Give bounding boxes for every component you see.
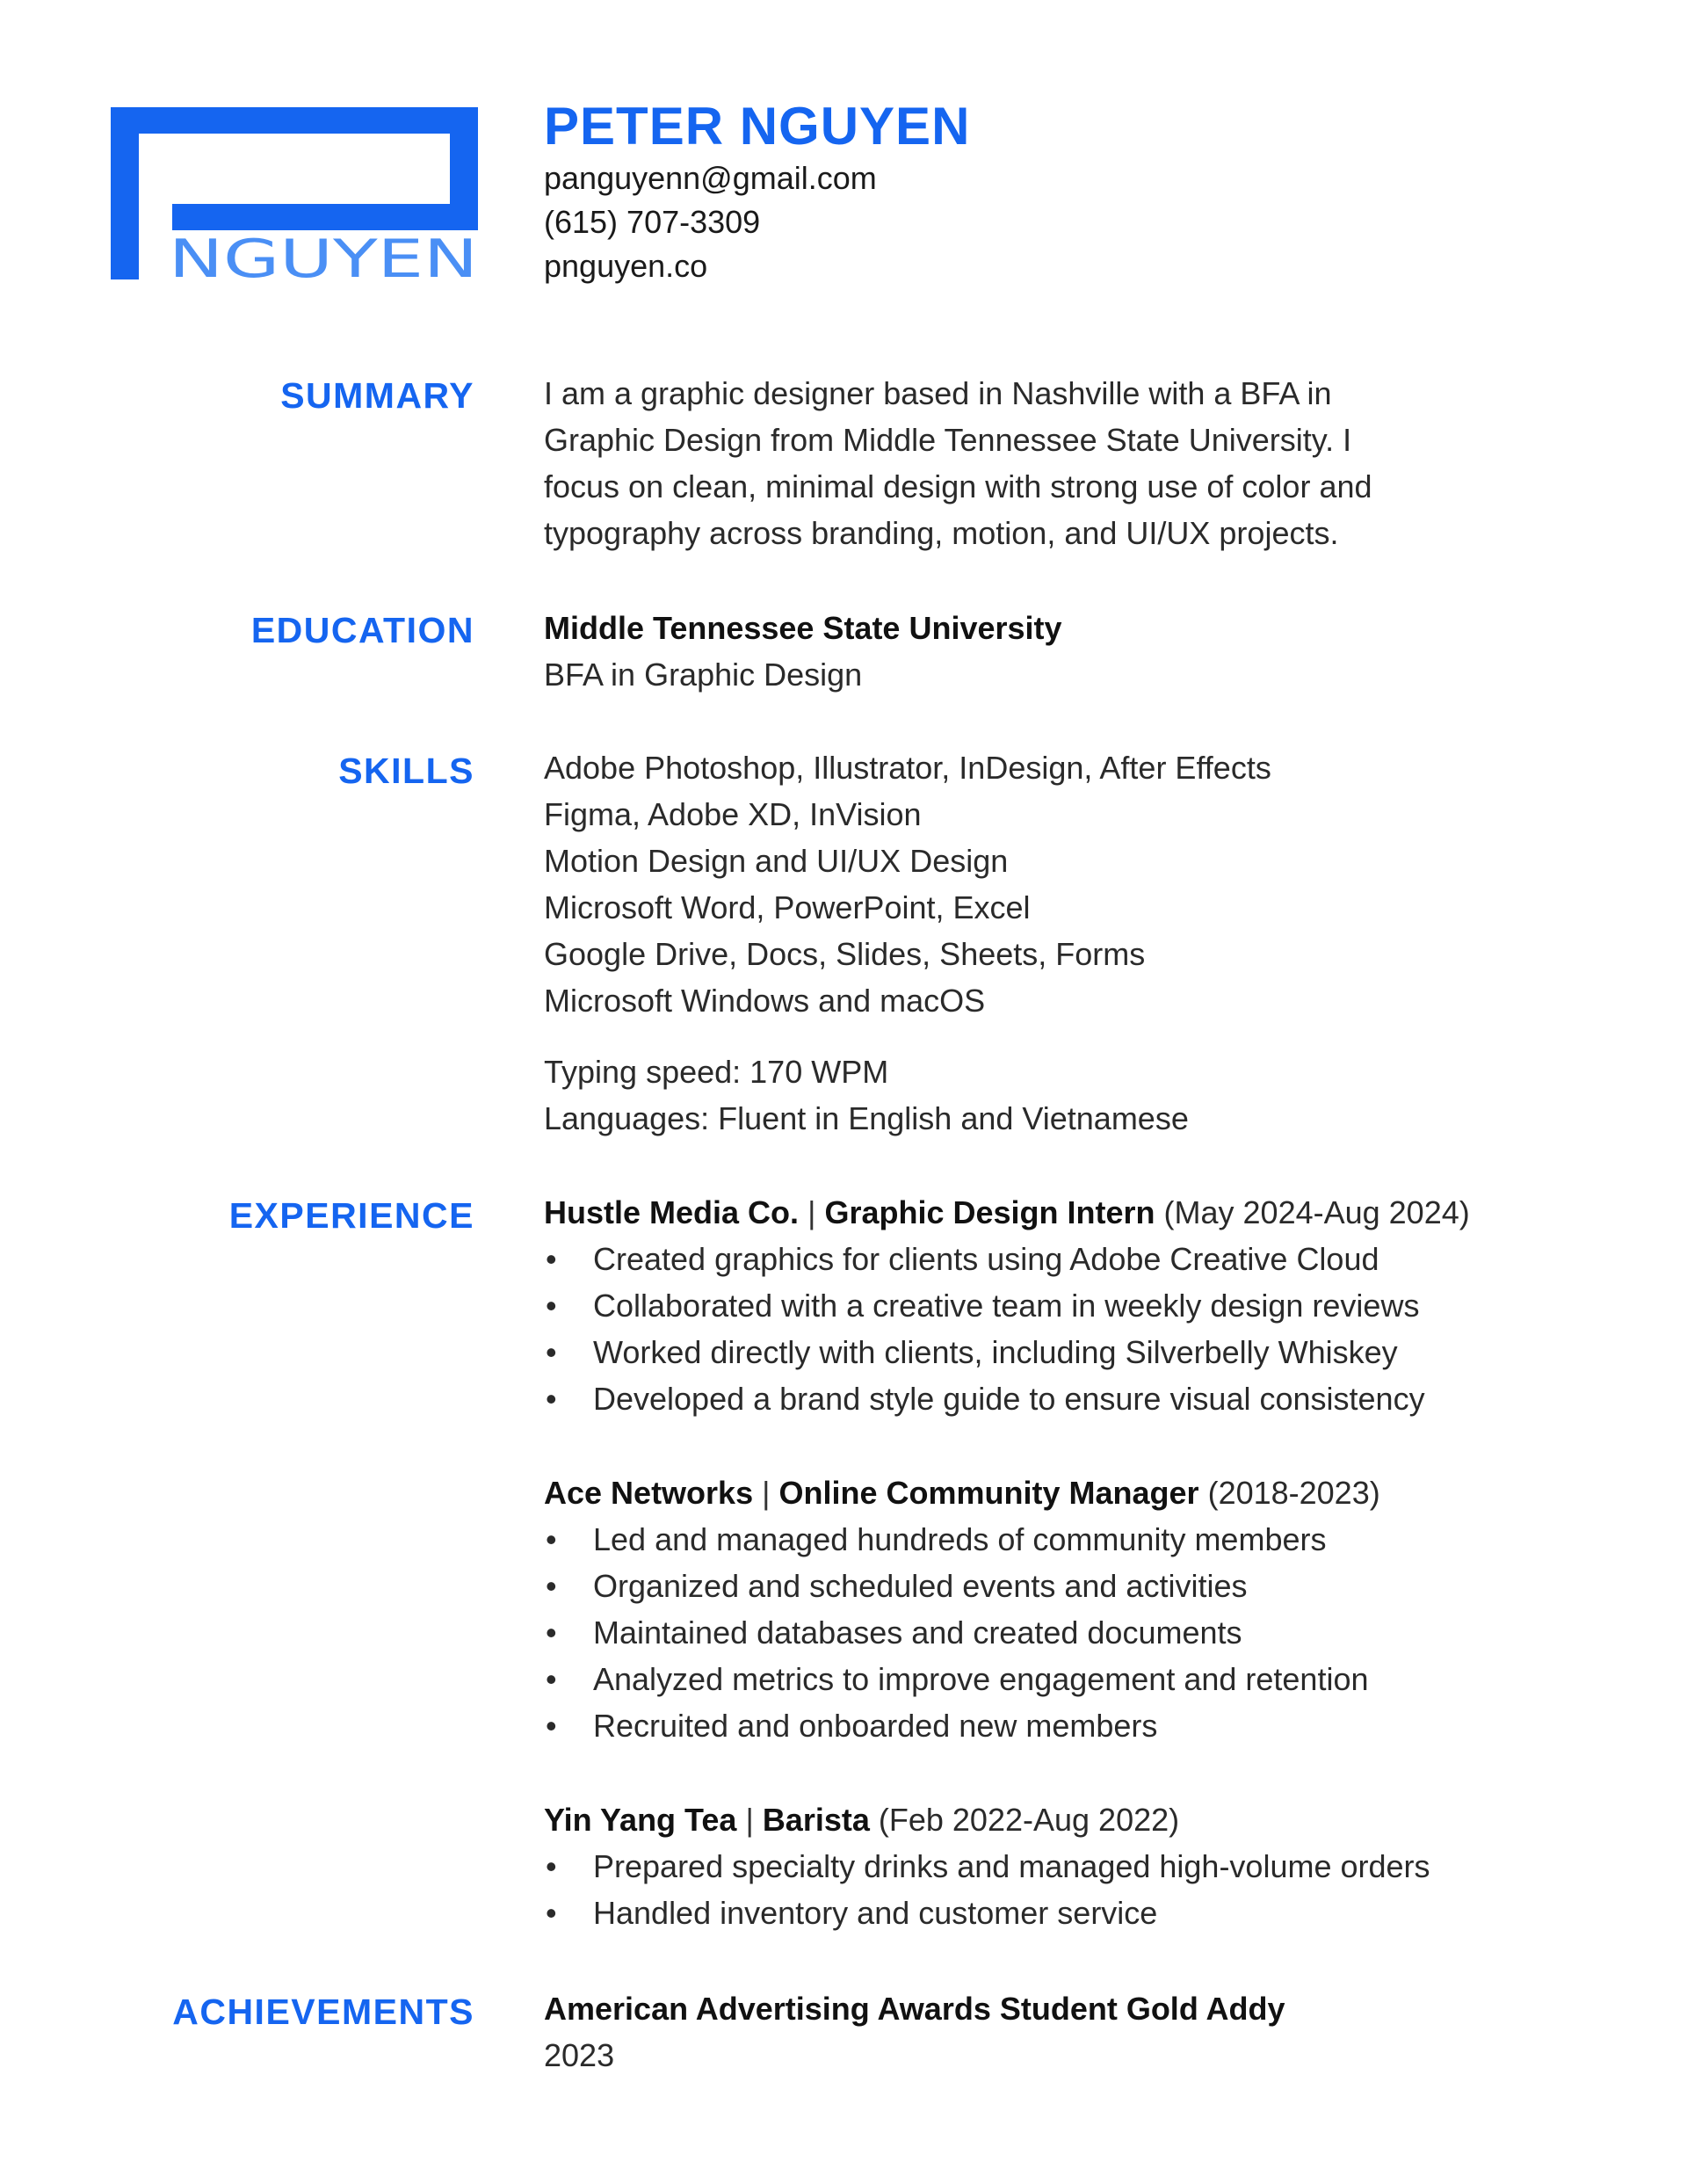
job-dates: (May 2024-Aug 2024) — [1163, 1194, 1470, 1230]
job-entry — [544, 1796, 1642, 1936]
education-heading: EDUCATION — [250, 610, 474, 650]
separator: | — [762, 1475, 771, 1511]
list-item: • Prepared specialty drinks and managed high-volume orders — [544, 1843, 1642, 1890]
list-item: • Maintained databases and created documents — [544, 1609, 1642, 1656]
bullet-icon: • — [546, 1661, 557, 1697]
bullet-icon: • — [546, 1708, 557, 1744]
typing-speed: Typing speed: 170 WPM — [544, 1054, 889, 1090]
bullet-icon: • — [546, 1848, 557, 1884]
job-entry — [544, 1469, 1642, 1749]
degree: BFA in Graphic Design — [544, 657, 863, 693]
bullet-icon: • — [546, 1895, 557, 1931]
achievements-section — [544, 1985, 1642, 2079]
award-title: American Advertising Awards Student Gold Addy — [544, 1991, 1285, 2027]
list-item: • Organized and scheduled events and activities — [544, 1563, 1642, 1609]
summary-line: focus on clean, minimal design with strong use of color and — [544, 468, 1372, 504]
full-name: PETER NGUYEN — [544, 97, 971, 156]
separator: | — [807, 1194, 816, 1230]
website[interactable]: pnguyen.co — [544, 248, 708, 284]
job-role: Online Community Manager — [778, 1475, 1199, 1511]
company-name: Ace Networks — [544, 1475, 754, 1511]
skill-item: Microsoft Windows and macOS — [544, 983, 986, 1019]
experience-section — [544, 1189, 1642, 1936]
education-section — [544, 605, 1642, 698]
skills-heading: SKILLS — [338, 751, 474, 791]
list-item: • Recruited and onboarded new members — [544, 1702, 1642, 1749]
logo-mark-icon — [111, 107, 478, 279]
job-role: Graphic Design Intern — [824, 1194, 1155, 1230]
list-item: • Led and managed hundreds of community members — [544, 1516, 1642, 1563]
list-item: • Created graphics for clients using Adobe Creative Cloud — [544, 1236, 1642, 1282]
company-name: Yin Yang Tea — [544, 1802, 737, 1838]
summary-line: typography across branding, motion, and UI/UX projects. — [544, 515, 1339, 551]
skill-item: Google Drive, Docs, Slides, Sheets, Forms — [544, 936, 1146, 972]
school-name: Middle Tennessee State University — [544, 610, 1062, 646]
job-header — [544, 1796, 1642, 1843]
job-role: Barista — [762, 1802, 870, 1838]
summary-line: I am a graphic designer based in Nashville with a BFA in — [544, 375, 1332, 411]
list-item: • Analyzed metrics to improve engagement and retention — [544, 1656, 1642, 1702]
bullet-icon: • — [546, 1614, 557, 1651]
job-dates: (Feb 2022-Aug 2022) — [878, 1802, 1180, 1838]
summary-line: Graphic Design from Middle Tennessee State University. I — [544, 422, 1352, 458]
contact-info — [544, 156, 877, 288]
skill-item: Adobe Photoshop, Illustrator, InDesign, After Effects — [544, 750, 1271, 786]
job-bullets — [544, 1843, 1642, 1936]
skill-item: Motion Design and UI/UX Design — [544, 843, 1009, 879]
skill-item: Figma, Adobe XD, InVision — [544, 796, 922, 832]
experience-heading: EXPERIENCE — [228, 1195, 474, 1236]
separator: | — [745, 1802, 754, 1838]
bullet-icon: • — [546, 1334, 557, 1370]
award-year: 2023 — [544, 2037, 615, 2073]
list-item: • Collaborated with a creative team in weekly design reviews — [544, 1282, 1642, 1329]
bullet-icon: • — [546, 1288, 557, 1324]
languages: Languages: Fluent in English and Vietnamese — [544, 1100, 1189, 1136]
list-item: • Handled inventory and customer service — [544, 1890, 1642, 1936]
job-bullets — [544, 1516, 1642, 1749]
list-item: • Developed a brand style guide to ensure visual consistency — [544, 1375, 1642, 1422]
bullet-icon: • — [546, 1381, 557, 1417]
phone[interactable]: (615) 707-3309 — [544, 204, 761, 240]
bullet-icon: • — [546, 1521, 557, 1557]
company-name: Hustle Media Co. — [544, 1194, 800, 1230]
email[interactable]: panguyenn@gmail.com — [544, 160, 877, 196]
skills-section — [544, 744, 1642, 1142]
summary-heading: SUMMARY — [280, 375, 474, 416]
job-entry — [544, 1189, 1642, 1422]
summary-section — [544, 370, 1642, 556]
logo-wordmark: NGUYEN — [169, 229, 478, 279]
job-header — [544, 1469, 1642, 1516]
job-bullets — [544, 1236, 1642, 1422]
job-dates: (2018-2023) — [1207, 1475, 1380, 1511]
bullet-icon: • — [546, 1568, 557, 1604]
logo — [111, 107, 478, 279]
bullet-icon: • — [546, 1241, 557, 1277]
achievements-heading: ACHIEVEMENTS — [172, 1992, 474, 2032]
list-item: • Worked directly with clients, including Silverbelly Whiskey — [544, 1329, 1642, 1375]
job-header — [544, 1189, 1642, 1236]
skill-item: Microsoft Word, PowerPoint, Excel — [544, 889, 1031, 925]
